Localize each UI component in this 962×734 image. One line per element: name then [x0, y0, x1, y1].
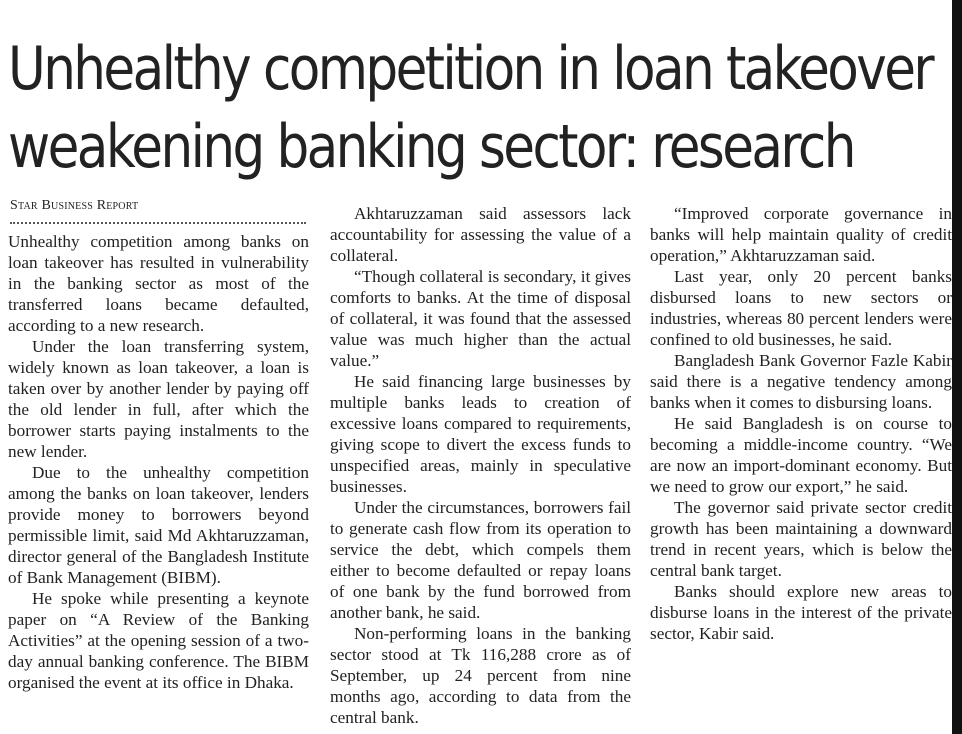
paragraph: “Improved corporate governance in banks will help maintain quality of credit operation,” Akhtaruzzaman said. [650, 204, 952, 265]
headline-line-1: Unhealthy competition in loan takeover [8, 34, 933, 104]
paragraph: The governor said private sector credit growth has been maintaining a downward trend in recent years, which is below the central bank target. [650, 498, 952, 580]
byline-dotted-rule [10, 222, 306, 224]
paragraph: He said financing large businesses by multiple banks leads to creation of excessive loans compared to requirements, giving scope to divert the excess funds to unspecified areas, mainly in speculative businesses. [330, 372, 631, 496]
article-headline [8, 30, 933, 186]
paragraph: He spoke while presenting a keynote paper on “A Review of the Banking Activities” at the opening session of a two-day annual banking conference. The BIBM organised the event at its office in Dhaka. [8, 589, 309, 692]
paragraph: Banks should explore new areas to disburse loans in the interest of the private sector, Kabir said. [650, 582, 952, 643]
article-column-1 [8, 231, 309, 693]
paragraph: Under the loan transferring system, widely known as loan takeover, a loan is taken over by another lender by paying off the old lender in full, after which the borrower starts paying instalments to the new lender. [8, 337, 309, 461]
paragraph: Bangladesh Bank Governor Fazle Kabir said there is a negative tendency among banks when it comes to disbursing loans. [650, 351, 952, 412]
paragraph: Under the circumstances, borrowers fail to generate cash flow from its operation to service the debt, which compels them either to become defaulted or repay loans of one bank by the fund borrowed from another bank, he said. [330, 498, 631, 622]
byline: Star Business Report [10, 198, 139, 213]
headline-line-2: weakening banking sector: research [8, 112, 854, 182]
scan-edge-border [952, 0, 962, 734]
paragraph: Due to the unhealthy competition among the banks on loan takeover, lenders provide money to borrowers beyond permissible limit, said Md Akhtaruzzaman, director general of the Bangladesh Institute of Bank Management (BIBM). [8, 463, 309, 587]
article-column-3 [650, 203, 952, 644]
paragraph: Akhtaruzzaman said assessors lack accountability for assessing the value of a collateral. [330, 204, 631, 265]
paragraph: He said Bangladesh is on course to becoming a middle-income country. “We are now an import-dominant economy. But we need to grow our export,” he said. [650, 414, 952, 496]
paragraph: “Though collateral is secondary, it gives comforts to banks. At the time of disposal of collateral, it was found that the assessed value was much higher than the actual value.” [330, 267, 631, 370]
article-column-2 [330, 203, 631, 728]
paragraph: Non-performing loans in the banking sector stood at Tk 116,288 crore as of September, up 24 percent from nine months ago, according to data from the central bank. [330, 624, 631, 727]
paragraph: Last year, only 20 percent banks disbursed loans to new sectors or industries, whereas 80 percent lenders were confined to old businesses, he said. [650, 267, 952, 349]
paragraph: Unhealthy competition among banks on loan takeover has resulted in vulnerability in the banking sector as most of the transferred loans became defaulted, according to a new research. [8, 232, 309, 335]
